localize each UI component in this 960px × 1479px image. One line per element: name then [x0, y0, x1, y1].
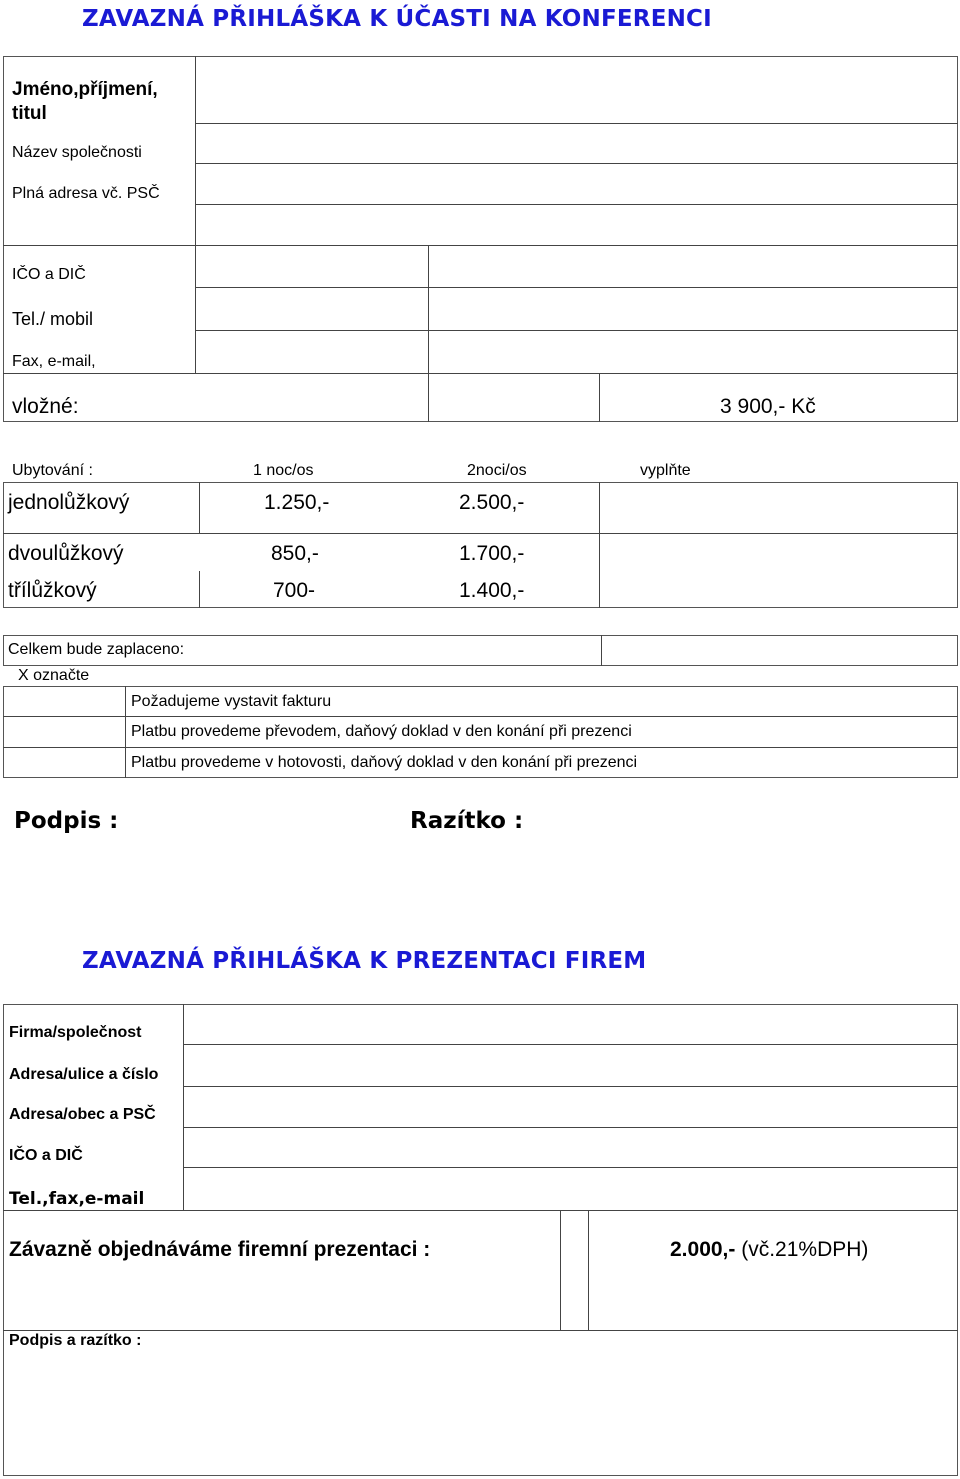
street-label: Adresa/ulice a číslo — [9, 1066, 159, 1083]
contact-field[interactable] — [185, 1169, 957, 1209]
room-double-fill[interactable] — [601, 535, 957, 571]
city-field[interactable] — [185, 1088, 957, 1126]
phone-field[interactable] — [197, 289, 427, 329]
firm-label: Firma/společnost — [9, 1024, 142, 1041]
fee-label: vložné: — [12, 395, 79, 418]
payment-option-invoice-checkbox[interactable] — [4, 687, 124, 715]
room-single-fill[interactable] — [601, 484, 957, 532]
presentation-ico-dic-field[interactable] — [185, 1129, 957, 1166]
ico-dic-label: IČO a DIČ — [12, 266, 86, 283]
payment-option-cash-label: Platbu provedeme v hotovosti, daňový doklad v den konání při prezenci — [131, 754, 638, 771]
name-label: Jméno,příjmení, titul — [12, 79, 158, 124]
address-label: Plná adresa vč. PSČ — [12, 185, 160, 202]
room-double-price-2: 1.700,- — [459, 542, 525, 565]
order-price — [670, 1238, 868, 1262]
presentation-title: ZAVAZNÁ PŘIHLÁŠKA K PREZENTACI FIREM — [82, 948, 647, 974]
accommodation-col-2-nights: 2noci/os — [467, 462, 527, 479]
room-single-price-1: 1.250,- — [264, 491, 330, 514]
presentation-ico-dic-label: IČO a DIČ — [9, 1147, 83, 1164]
payment-option-cash-checkbox[interactable] — [4, 749, 124, 777]
order-price-note: (vč.21%DPH) — [741, 1238, 869, 1261]
conference-title: ZAVAZNÁ PŘIHLÁŠKA K ÚČASTI NA KONFERENCI — [82, 6, 712, 32]
fax-email-label: Fax, e-mail, — [12, 353, 96, 370]
accommodation-label: Ubytování : — [12, 462, 93, 479]
room-triple-price-1: 700- — [273, 579, 316, 602]
firm-field[interactable] — [185, 1006, 957, 1043]
phone-label: Tel./ mobil — [12, 309, 94, 329]
payment-option-invoice-label: Požadujeme vystavit fakturu — [131, 693, 332, 710]
city-label: Adresa/obec a PSČ — [9, 1106, 156, 1123]
order-label: Závazně objednáváme firemní prezentaci : — [9, 1238, 431, 1261]
street-field[interactable] — [185, 1046, 957, 1085]
contact-label: Tel.,fax,e-mail — [9, 1189, 145, 1209]
room-triple-label: třílůžkový — [8, 579, 97, 602]
fax-email-field[interactable] — [197, 332, 427, 372]
room-triple-fill[interactable] — [601, 573, 957, 607]
room-single-price-2: 2.500,- — [459, 491, 525, 514]
fee-value: 3 900,- Kč — [720, 395, 816, 418]
payment-option-transfer-checkbox[interactable] — [4, 718, 124, 746]
stamp-label: Razítko : — [410, 808, 524, 834]
mark-instruction: X označte — [18, 667, 90, 684]
presentation-signature-label: Podpis a razítko : — [9, 1332, 142, 1349]
company-field[interactable] — [197, 125, 957, 162]
name-field[interactable] — [197, 58, 957, 122]
room-single-label: jednolůžkový — [8, 491, 130, 514]
accommodation-col-1-night: 1 noc/os — [253, 462, 314, 479]
order-checkbox[interactable] — [562, 1212, 587, 1329]
company-label: Název společnosti — [12, 144, 142, 161]
total-field[interactable] — [603, 637, 957, 665]
address-field[interactable] — [197, 165, 957, 245]
accommodation-col-fill: vyplňte — [640, 462, 691, 479]
order-price-value: 2.000,- — [670, 1238, 736, 1261]
signature-label: Podpis : — [14, 808, 119, 834]
room-triple-price-2: 1.400,- — [459, 579, 525, 602]
room-double-label: dvoulůžkový — [8, 542, 124, 565]
payment-option-transfer-label: Platbu provedeme převodem, daňový doklad v den konání při prezenci — [131, 723, 632, 740]
presentation-signature-area[interactable] — [4, 1352, 957, 1475]
ico-dic-field[interactable] — [197, 247, 427, 286]
room-double-price-1: 850,- — [271, 542, 319, 565]
total-label: Celkem bude zaplaceno: — [8, 641, 185, 658]
